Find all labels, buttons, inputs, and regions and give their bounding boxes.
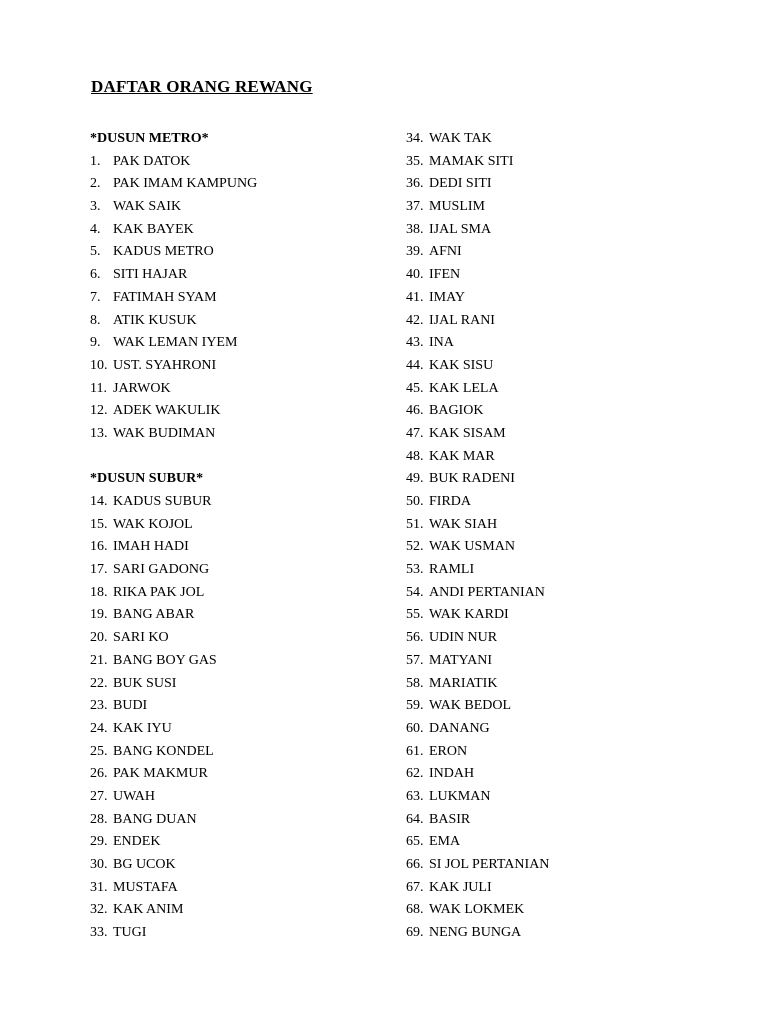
item-number: 20. bbox=[90, 630, 108, 646]
item-number: 3. bbox=[90, 199, 101, 215]
list-item bbox=[406, 673, 706, 696]
item-number: 69. bbox=[406, 925, 424, 941]
item-name: LUKMAN bbox=[429, 788, 491, 804]
item-name: WAK BEDOL bbox=[429, 698, 512, 714]
item-name: BAGIOK bbox=[429, 403, 484, 419]
list-item bbox=[406, 695, 706, 718]
item-name: FATIMAH SYAM bbox=[113, 289, 217, 305]
list-item bbox=[406, 151, 706, 174]
item-name: INDAH bbox=[429, 766, 475, 782]
list-item bbox=[90, 264, 390, 287]
item-number: 7. bbox=[90, 289, 101, 305]
list-item bbox=[406, 650, 706, 673]
item-name: BANG DUAN bbox=[113, 811, 197, 827]
item-name: IMAH HADI bbox=[113, 539, 189, 555]
item-name: SI JOL PERTANIAN bbox=[429, 857, 550, 872]
list-item bbox=[90, 763, 390, 786]
item-name: KAK BAYEK bbox=[113, 221, 194, 237]
list-item bbox=[406, 899, 706, 922]
list-item bbox=[406, 468, 706, 491]
item-number: 66. bbox=[406, 857, 424, 872]
item-name: SARI GADONG bbox=[113, 562, 210, 578]
item-name: BANG KONDEL bbox=[113, 743, 214, 759]
item-number: 34. bbox=[406, 131, 424, 146]
item-name: INA bbox=[429, 335, 454, 351]
item-number: 9. bbox=[90, 335, 101, 351]
item-name: EMA bbox=[429, 834, 461, 850]
item-name: MARIATIK bbox=[429, 675, 498, 691]
item-name: BUDI bbox=[113, 698, 148, 714]
item-number: 11. bbox=[90, 380, 107, 396]
item-number: 37. bbox=[406, 199, 424, 215]
item-name: TUGI bbox=[113, 925, 147, 941]
item-name: PAK MAKMUR bbox=[113, 766, 208, 782]
item-name: IMAY bbox=[429, 289, 466, 305]
item-name: IJAL SMA bbox=[429, 221, 492, 237]
item-name: KAK MAR bbox=[429, 448, 495, 464]
item-number: 28. bbox=[90, 811, 108, 827]
item-number: 27. bbox=[90, 788, 108, 804]
item-name: WAK SAIK bbox=[113, 199, 182, 215]
item-number: 59. bbox=[406, 698, 424, 714]
item-number: 48. bbox=[406, 448, 424, 464]
document-title: DAFTAR ORANG REWANG bbox=[91, 77, 313, 96]
list-item bbox=[90, 786, 390, 809]
item-number: 60. bbox=[406, 720, 424, 736]
list-item bbox=[406, 877, 706, 900]
item-number: 53. bbox=[406, 562, 424, 578]
list-item bbox=[90, 831, 390, 854]
item-name: WAK BUDIMAN bbox=[113, 425, 216, 441]
item-number: 67. bbox=[406, 879, 424, 895]
list-item bbox=[90, 151, 390, 174]
item-name: SITI HAJAR bbox=[113, 267, 188, 283]
list-item bbox=[406, 582, 706, 605]
list-item bbox=[90, 741, 390, 764]
item-number: 30. bbox=[90, 857, 108, 872]
item-number: 68. bbox=[406, 902, 424, 918]
item-name: BG UCOK bbox=[113, 857, 176, 872]
list-item bbox=[90, 673, 390, 696]
item-number: 52. bbox=[406, 539, 424, 555]
item-name: SARI KO bbox=[113, 630, 169, 646]
item-name: WAK KOJOL bbox=[113, 516, 193, 532]
left-column-list bbox=[90, 128, 390, 945]
item-name: UDIN NUR bbox=[429, 630, 498, 646]
item-number: 40. bbox=[406, 267, 424, 283]
item-name: WAK TAK bbox=[429, 131, 492, 146]
item-number: 55. bbox=[406, 607, 424, 623]
list-item bbox=[406, 831, 706, 854]
item-name: MUSTAFA bbox=[113, 879, 178, 895]
item-name: MAMAK SITI bbox=[429, 153, 514, 169]
item-name: ANDI PERTANIAN bbox=[429, 584, 545, 600]
item-number: 54. bbox=[406, 584, 424, 600]
list-item bbox=[90, 173, 390, 196]
list-item bbox=[406, 491, 706, 514]
list-item bbox=[406, 741, 706, 764]
list-item bbox=[406, 446, 706, 469]
item-name: BASIR bbox=[429, 811, 471, 827]
item-number: 42. bbox=[406, 312, 424, 328]
list-item bbox=[90, 536, 390, 559]
item-number: 49. bbox=[406, 471, 424, 487]
section-heading: *DUSUN SUBUR* bbox=[90, 471, 204, 487]
list-item bbox=[90, 922, 390, 945]
list-item bbox=[406, 604, 706, 627]
spacer-row bbox=[90, 446, 390, 469]
item-name: MUSLIM bbox=[429, 199, 486, 215]
item-name: RIKA PAK JOL bbox=[113, 584, 205, 600]
item-number: 21. bbox=[90, 652, 108, 668]
item-number: 33. bbox=[90, 925, 108, 941]
list-item bbox=[90, 899, 390, 922]
item-number: 63. bbox=[406, 788, 424, 804]
item-number: 17. bbox=[90, 562, 108, 578]
section-heading: *DUSUN METRO* bbox=[90, 131, 209, 146]
item-name: NENG BUNGA bbox=[429, 925, 522, 941]
list-item bbox=[90, 491, 390, 514]
item-name: DANANG bbox=[429, 720, 490, 736]
item-name: KAK JULI bbox=[429, 879, 492, 895]
right-column-list bbox=[406, 128, 706, 945]
item-number: 43. bbox=[406, 335, 424, 351]
list-item bbox=[90, 241, 390, 264]
item-name: ADEK WAKULIK bbox=[113, 403, 221, 419]
list-item bbox=[406, 536, 706, 559]
item-number: 16. bbox=[90, 539, 108, 555]
list-item bbox=[406, 173, 706, 196]
item-number: 58. bbox=[406, 675, 424, 691]
item-number: 51. bbox=[406, 516, 424, 532]
item-number: 38. bbox=[406, 221, 424, 237]
item-number: 64. bbox=[406, 811, 424, 827]
item-number: 24. bbox=[90, 720, 108, 736]
item-number: 2. bbox=[90, 176, 101, 192]
list-item bbox=[406, 264, 706, 287]
item-name: KAK IYU bbox=[113, 720, 172, 736]
list-item bbox=[406, 559, 706, 582]
item-number: 19. bbox=[90, 607, 108, 623]
item-number: 8. bbox=[90, 312, 101, 328]
item-number: 10. bbox=[90, 357, 108, 373]
list-item bbox=[406, 786, 706, 809]
item-name: KAK SISU bbox=[429, 357, 494, 373]
item-number: 29. bbox=[90, 834, 108, 850]
list-item bbox=[90, 718, 390, 741]
item-number: 23. bbox=[90, 698, 108, 714]
list-item bbox=[90, 514, 390, 537]
list-item bbox=[406, 355, 706, 378]
item-number: 62. bbox=[406, 766, 424, 782]
item-name: BUK RADENI bbox=[429, 471, 515, 487]
list-item bbox=[406, 196, 706, 219]
list-item bbox=[406, 854, 706, 877]
item-name: ENDEK bbox=[113, 834, 161, 850]
item-number: 36. bbox=[406, 176, 424, 192]
item-name: MATYANI bbox=[429, 652, 492, 668]
item-name: KAK LELA bbox=[429, 380, 499, 396]
list-item bbox=[406, 128, 706, 151]
item-number: 14. bbox=[90, 494, 108, 509]
list-item bbox=[406, 627, 706, 650]
item-number: 65. bbox=[406, 834, 424, 850]
item-number: 15. bbox=[90, 516, 108, 532]
list-item bbox=[406, 922, 706, 945]
item-name: WAK LEMAN IYEM bbox=[113, 335, 238, 351]
item-name: UWAH bbox=[113, 788, 155, 804]
item-name: BANG BOY GAS bbox=[113, 652, 217, 668]
list-item bbox=[90, 287, 390, 310]
item-number: 18. bbox=[90, 584, 108, 600]
item-name: KADUS METRO bbox=[113, 244, 214, 260]
item-name: DEDI SITI bbox=[429, 176, 492, 192]
item-name: UST. SYAHRONI bbox=[113, 357, 217, 373]
item-number: 50. bbox=[406, 494, 424, 509]
item-number: 26. bbox=[90, 766, 108, 782]
item-name: PAK DATOK bbox=[113, 153, 191, 169]
item-number: 56. bbox=[406, 630, 424, 646]
item-number: 22. bbox=[90, 675, 108, 691]
item-number: 44. bbox=[406, 357, 424, 373]
item-number: 1. bbox=[90, 153, 101, 169]
list-item bbox=[90, 695, 390, 718]
list-item bbox=[406, 378, 706, 401]
item-number: 32. bbox=[90, 902, 108, 918]
item-number: 25. bbox=[90, 743, 108, 759]
list-item bbox=[406, 514, 706, 537]
list-item bbox=[90, 423, 390, 446]
item-name: AFNI bbox=[429, 244, 462, 260]
list-item bbox=[406, 219, 706, 242]
list-item bbox=[90, 355, 390, 378]
item-name: ATIK KUSUK bbox=[113, 312, 197, 328]
item-name: BANG ABAR bbox=[113, 607, 195, 623]
item-number: 47. bbox=[406, 425, 424, 441]
list-item bbox=[90, 196, 390, 219]
item-name: IJAL RANI bbox=[429, 312, 495, 328]
item-name: KAK ANIM bbox=[113, 902, 184, 918]
list-item bbox=[406, 718, 706, 741]
list-item bbox=[90, 400, 390, 423]
list-item bbox=[90, 310, 390, 333]
item-number: 35. bbox=[406, 153, 424, 169]
list-item bbox=[406, 400, 706, 423]
item-number: 61. bbox=[406, 743, 424, 759]
list-item bbox=[406, 287, 706, 310]
item-number: 46. bbox=[406, 403, 424, 419]
item-number: 6. bbox=[90, 267, 101, 283]
item-name: FIRDA bbox=[429, 494, 472, 509]
list-item bbox=[406, 241, 706, 264]
list-item bbox=[90, 877, 390, 900]
list-item bbox=[406, 809, 706, 832]
item-number: 39. bbox=[406, 244, 424, 260]
item-number: 45. bbox=[406, 380, 424, 396]
item-name: WAK LOKMEK bbox=[429, 902, 525, 918]
item-number: 5. bbox=[90, 244, 101, 260]
item-number: 13. bbox=[90, 425, 108, 441]
item-name: ERON bbox=[429, 743, 468, 759]
list-item bbox=[90, 604, 390, 627]
item-number: 12. bbox=[90, 403, 108, 419]
item-name: KADUS SUBUR bbox=[113, 494, 212, 509]
list-item bbox=[90, 809, 390, 832]
list-item bbox=[90, 219, 390, 242]
item-number: 4. bbox=[90, 221, 101, 237]
item-name: WAK SIAH bbox=[429, 516, 498, 532]
item-name: RAMLI bbox=[429, 562, 475, 578]
item-number: 41. bbox=[406, 289, 424, 305]
list-item bbox=[90, 559, 390, 582]
list-item bbox=[406, 310, 706, 333]
item-name: JARWOK bbox=[113, 380, 171, 396]
list-item bbox=[406, 763, 706, 786]
item-name: KAK SISAM bbox=[429, 425, 506, 441]
item-name: IFEN bbox=[429, 267, 461, 283]
list-item bbox=[90, 854, 390, 877]
item-number: 57. bbox=[406, 652, 424, 668]
item-name: WAK USMAN bbox=[429, 539, 515, 555]
list-item bbox=[90, 332, 390, 355]
list-item bbox=[90, 582, 390, 605]
item-name: BUK SUSI bbox=[113, 675, 177, 691]
item-number: 31. bbox=[90, 879, 108, 895]
list-item bbox=[406, 332, 706, 355]
list-item bbox=[90, 650, 390, 673]
list-item bbox=[90, 627, 390, 650]
list-item bbox=[406, 423, 706, 446]
item-name: PAK IMAM KAMPUNG bbox=[113, 176, 258, 192]
list-item bbox=[90, 378, 390, 401]
item-name: WAK KARDI bbox=[429, 607, 509, 623]
